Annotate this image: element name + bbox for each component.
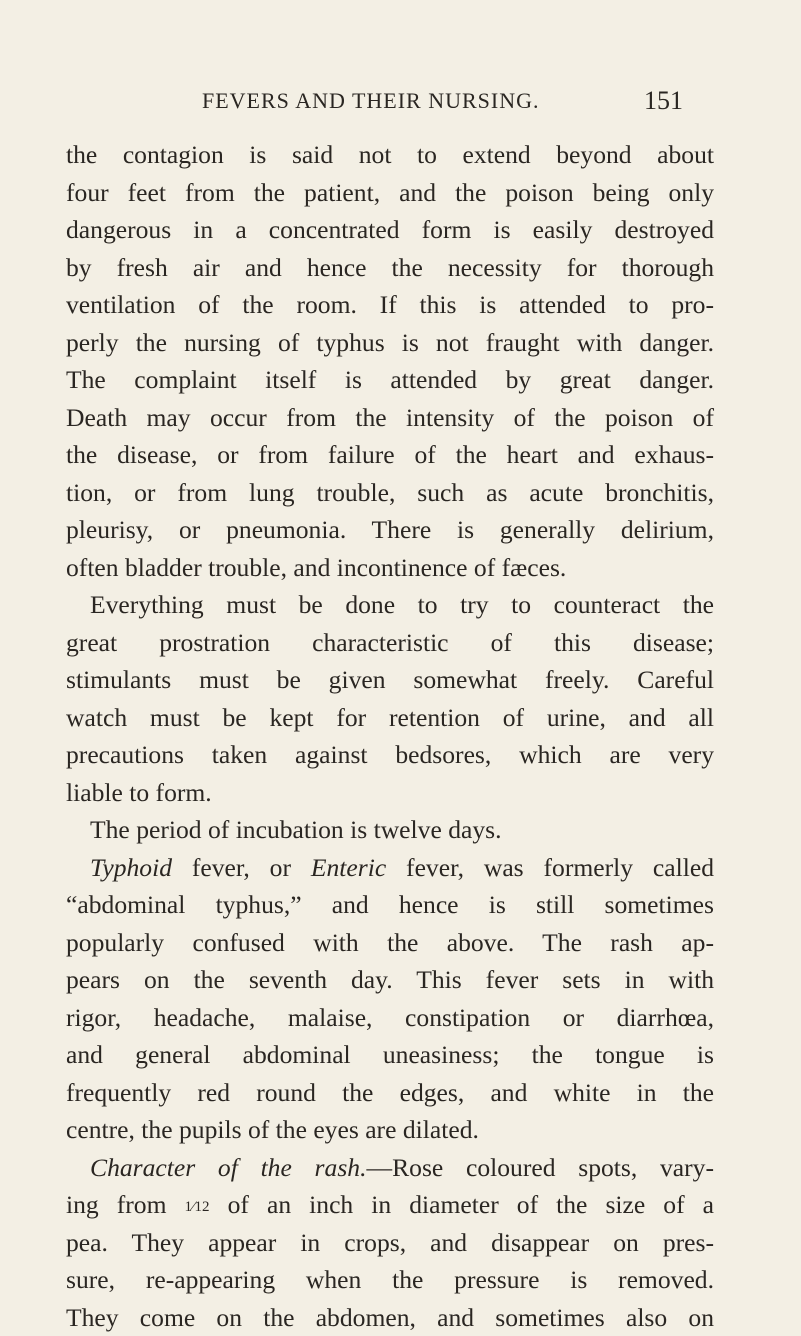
text-line: and general abdominal uneasiness; the tongue is: [66, 1036, 714, 1074]
text-line: sure, re-appearing when the pressure is removed.: [66, 1261, 714, 1299]
page-number: 151: [644, 86, 683, 116]
text-line: liable to form.: [66, 774, 714, 812]
text-line-character: [66, 1149, 714, 1187]
text-line: frequently red round the edges, and white in the: [66, 1074, 714, 1112]
text-line-fraction: [66, 1186, 714, 1224]
text-line: four feet from the patient, and the poison being only: [66, 174, 714, 212]
text-line: stimulants must be given somewhat freely. Careful: [66, 661, 714, 699]
text-line: the contagion is said not to extend beyond about: [66, 136, 714, 174]
text-line: ventilation of the room. If this is attended to pro-: [66, 286, 714, 324]
text-fragment: fever, or: [192, 853, 291, 882]
text-line: tion, or from lung trouble, such as acute bronchitis,: [66, 474, 714, 512]
text-line: the disease, or from failure of the heart and exhaus-: [66, 436, 714, 474]
text-fragment: fever, was formerly called: [406, 853, 714, 882]
text-line: centre, the pupils of the eyes are dilated.: [66, 1111, 714, 1149]
text-line: watch must be kept for retention of urine, and all: [66, 699, 714, 737]
text-line: The complaint itself is attended by great danger.: [66, 361, 714, 399]
text-line: The period of incubation is twelve days.: [66, 811, 714, 849]
text-line: precautions taken against bedsores, which are very: [66, 736, 714, 774]
text-line: often bladder trouble, and incontinence of fæces.: [66, 549, 714, 587]
text-line: “abdominal typhus,” and hence is still sometimes: [66, 886, 714, 924]
text-line: pears on the seventh day. This fever sets in with: [66, 961, 714, 999]
text-line: perly the nursing of typhus is not fraught with danger.: [66, 324, 714, 362]
typhoid-term: Typhoid: [90, 853, 172, 882]
text-line: great prostration characteristic of this disease;: [66, 624, 714, 662]
text-line: by fresh air and hence the necessity for thorough: [66, 249, 714, 287]
text-line: They come on the abdomen, and sometimes also on: [66, 1299, 714, 1336]
text-line: rigor, headache, malaise, constipation or diarrhœa,: [66, 999, 714, 1037]
running-head: FEVERS AND THEIR NURSING.: [202, 88, 540, 114]
text-line: Everything must be done to try to counteract the: [66, 586, 714, 624]
text-line: Death may occur from the intensity of the poison of: [66, 399, 714, 437]
text-fragment: —Rose coloured spots, vary-: [366, 1153, 714, 1182]
text-fragment: of an inch in diameter of the size of a: [228, 1190, 714, 1219]
text-line-typhoid: [66, 849, 714, 887]
text-fragment: ing from: [66, 1190, 167, 1219]
page-header: [0, 86, 801, 120]
text-line: dangerous in a concentrated form is easily destroyed: [66, 211, 714, 249]
character-heading: Character of the rash.: [90, 1153, 366, 1182]
text-line: popularly confused with the above. The rash ap-: [66, 924, 714, 962]
text-line: pea. They appear in crops, and disappear on pres-: [66, 1224, 714, 1262]
enteric-term: Enteric: [311, 853, 386, 882]
fraction: 1⁄12: [185, 1199, 210, 1215]
body-text: [66, 136, 714, 1336]
text-line: pleurisy, or pneumonia. There is generally delirium,: [66, 511, 714, 549]
